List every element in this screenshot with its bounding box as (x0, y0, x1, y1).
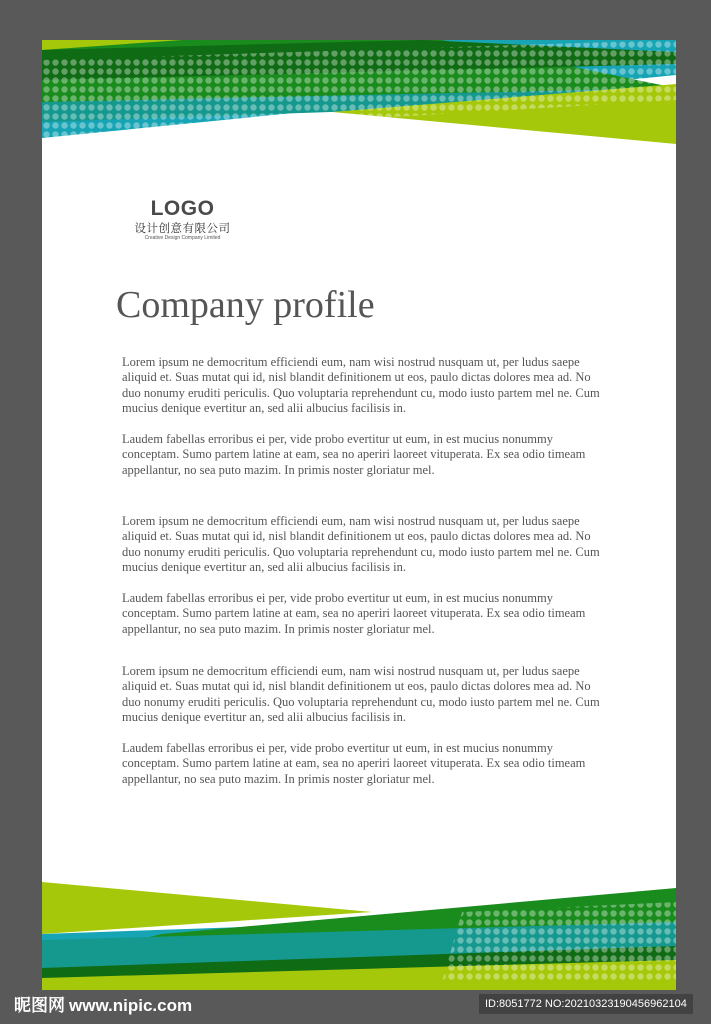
company-logo (120, 198, 245, 242)
text-section-2 (122, 514, 602, 637)
image-id-label: ID:8051772 NO:20210323190456962104 (479, 994, 693, 1014)
paragraph-lorem: Lorem ipsum ne democritum efficiendi eum, nam wisi nostrud nusquam ut, per ludus saepe aliquid et. Suas mutat qui id, nisl blandit definitionem ut eos, paulo dictas dolores mea ad. No duo nonumy eruditi periculis. Quo voluptaria reprehendunt cu, modo iusto partem mel ne. Cum mucius denique evertitur an, sed alii albucius facilisis in. (122, 664, 600, 724)
logo-english-name: Creative Design Company Limited (144, 235, 221, 241)
watermark-url: www.nipic.com (69, 996, 193, 1015)
paragraph-lorem: Lorem ipsum ne democritum efficiendi eum, nam wisi nostrud nusquam ut, per ludus saepe aliquid et. Suas mutat qui id, nisl blandit definitionem ut eos, paulo dictas dolores mea ad. No duo nonumy eruditi periculis. Quo voluptaria reprehendunt cu, modo iusto partem mel ne. Cum mucius denique evertitur an, sed alii albucius facilisis in. (122, 355, 600, 415)
paragraph-laudem: Laudem fabellas erroribus ei per, vide probo evertitur ut eum, in est mucius nonummy conceptam. Sumo partem latine at eam, sea no aperiri laoreet vituperata. Ex sea odio timeam appellantur, no sea puto mazim. In primis noster gloriatur mel. (122, 432, 586, 477)
logo-wordmark: LOGO (150, 197, 215, 220)
text-section-1 (122, 355, 602, 478)
paragraph-laudem: Laudem fabellas erroribus ei per, vide probo evertitur ut eum, in est mucius nonummy conceptam. Sumo partem latine at eam, sea no aperiri laoreet vituperata. Ex sea odio timeam appellantur, no sea puto mazim. In primis noster gloriatur mel. (122, 591, 586, 636)
page-title: Company profile (116, 284, 375, 326)
paragraph-lorem: Lorem ipsum ne democritum efficiendi eum, nam wisi nostrud nusquam ut, per ludus saepe aliquid et. Suas mutat qui id, nisl blandit definitionem ut eos, paulo dictas dolores mea ad. No duo nonumy eruditi periculis. Quo voluptaria reprehendunt cu, modo iusto partem mel ne. Cum mucius denique evertitur an, sed alii albucius facilisis in. (122, 514, 600, 574)
bottom-band-graphic (42, 882, 676, 990)
top-band-graphic (42, 40, 676, 150)
logo-chinese-name: 设计创意有限公司 (134, 221, 231, 235)
letterhead-page (42, 40, 676, 990)
site-watermark (14, 994, 192, 1018)
text-section-3 (122, 664, 602, 787)
bottom-decorative-band (42, 882, 676, 990)
watermark-brand: 昵图网 (14, 996, 65, 1016)
top-decorative-band (42, 40, 676, 150)
paragraph-laudem: Laudem fabellas erroribus ei per, vide probo evertitur ut eum, in est mucius nonummy conceptam. Sumo partem latine at eam, sea no aperiri laoreet vituperata. Ex sea odio timeam appellantur, no sea puto mazim. In primis noster gloriatur mel. (122, 741, 586, 786)
